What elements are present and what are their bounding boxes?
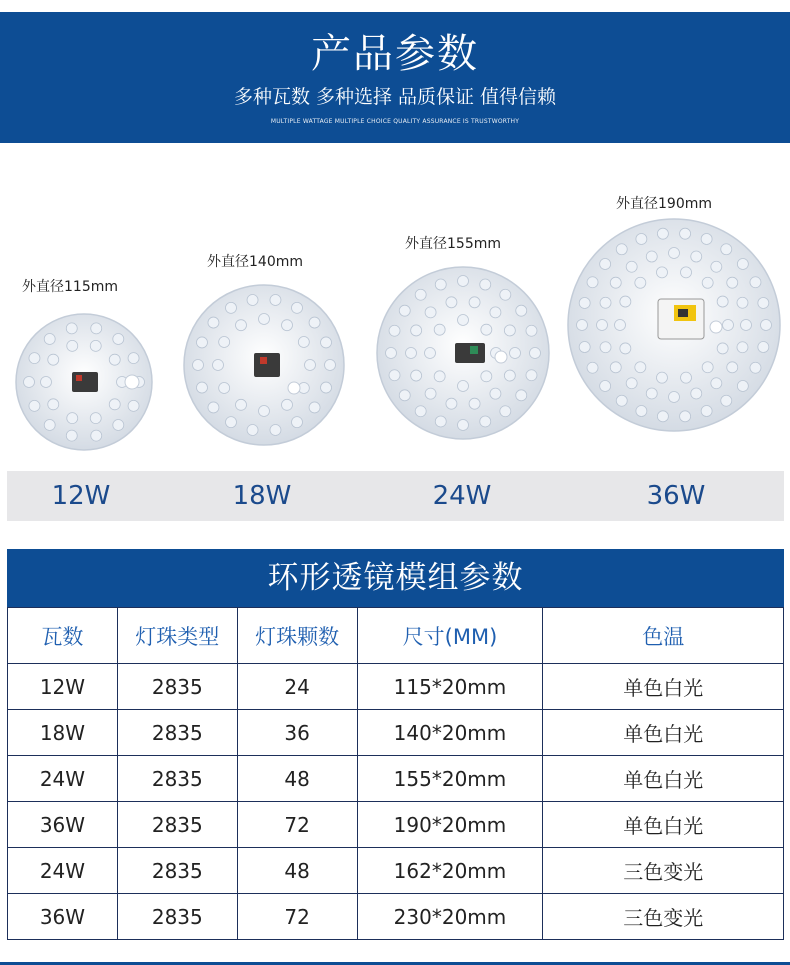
led-lens-dot bbox=[309, 317, 320, 328]
led-lens-dot bbox=[510, 348, 521, 359]
led-lens-dot bbox=[579, 342, 590, 353]
led-lens-dot bbox=[415, 289, 426, 300]
led-lens-dot bbox=[530, 348, 541, 359]
led-lens-dot bbox=[321, 337, 332, 348]
led-lens-dot bbox=[615, 320, 626, 331]
table-row bbox=[8, 802, 784, 848]
led-lens-dot bbox=[721, 395, 732, 406]
led-lens-dot bbox=[702, 277, 713, 288]
led-lens-dot bbox=[626, 378, 637, 389]
module-diameter-label: 外直径190mm bbox=[616, 196, 712, 212]
led-lens-dot bbox=[309, 402, 320, 413]
module-diameter-label: 外直径115mm bbox=[22, 279, 118, 295]
led-lens-dot bbox=[208, 402, 219, 413]
table-row bbox=[8, 894, 784, 940]
led-lens-dot bbox=[702, 362, 713, 373]
table-header-cell: 色温 bbox=[543, 608, 784, 664]
led-lens-dot bbox=[600, 381, 611, 392]
led-lens-dot bbox=[113, 333, 124, 344]
led-lens-dot bbox=[600, 297, 611, 308]
led-lens-dot bbox=[680, 411, 691, 422]
led-lens-dot bbox=[516, 390, 527, 401]
led-lens-dot bbox=[600, 342, 611, 353]
led-lens-dot bbox=[259, 406, 270, 417]
led-lens-dot bbox=[458, 315, 469, 326]
led-lens-dot bbox=[577, 320, 588, 331]
led-module-image bbox=[14, 312, 154, 452]
table-row bbox=[8, 756, 784, 802]
led-lens-dot bbox=[635, 277, 646, 288]
table-cell: 单色白光 bbox=[543, 664, 784, 710]
led-lens-dot bbox=[657, 411, 668, 422]
led-lens-dot bbox=[196, 337, 207, 348]
table-cell: 三色变光 bbox=[543, 894, 784, 940]
table-cell: 2835 bbox=[117, 802, 237, 848]
led-lens-dot bbox=[434, 324, 445, 335]
led-lens-dot bbox=[226, 417, 237, 428]
led-lens-dot bbox=[636, 233, 647, 244]
led-lens-dot bbox=[656, 267, 667, 278]
led-lens-dot bbox=[305, 360, 316, 371]
led-lens-dot bbox=[128, 353, 139, 364]
led-lens-dot bbox=[29, 400, 40, 411]
table-cell: 18W bbox=[8, 710, 118, 756]
led-lens-dot bbox=[481, 324, 492, 335]
led-lens-dot bbox=[458, 381, 469, 392]
module-12w bbox=[0, 260, 170, 460]
led-lens-dot bbox=[411, 325, 422, 336]
led-lens-dot bbox=[490, 307, 501, 318]
led-lens-dot bbox=[213, 360, 224, 371]
led-lens-dot bbox=[90, 340, 101, 351]
led-lens-dot bbox=[657, 228, 668, 239]
led-lens-dot bbox=[44, 420, 55, 431]
led-lens-dot bbox=[458, 420, 469, 431]
led-lens-dot bbox=[270, 424, 281, 435]
led-lens-dot bbox=[469, 398, 480, 409]
led-lens-dot bbox=[656, 372, 667, 383]
led-lens-dot bbox=[193, 360, 204, 371]
led-lens-dot bbox=[500, 406, 511, 417]
table-cell: 140*20mm bbox=[357, 710, 543, 756]
led-lens-dot bbox=[325, 360, 336, 371]
led-lens-dot bbox=[109, 399, 120, 410]
module-diameter-label: 外直径140mm bbox=[207, 254, 303, 270]
led-lens-dot bbox=[91, 323, 102, 334]
led-lens-dot bbox=[600, 258, 611, 269]
table-cell: 单色白光 bbox=[543, 756, 784, 802]
table-cell: 72 bbox=[237, 802, 357, 848]
led-lens-dot bbox=[587, 277, 598, 288]
table-cell: 36W bbox=[8, 894, 118, 940]
led-lens-dot bbox=[399, 390, 410, 401]
led-lens-dot bbox=[723, 320, 734, 331]
led-lens-dot bbox=[681, 372, 692, 383]
table-cell: 190*20mm bbox=[357, 802, 543, 848]
table-header-cell: 灯珠颗数 bbox=[237, 608, 357, 664]
led-lens-dot bbox=[259, 314, 270, 325]
led-lens-dot bbox=[458, 276, 469, 287]
led-lens-dot bbox=[425, 388, 436, 399]
led-lens-dot bbox=[620, 296, 631, 307]
led-lens-dot bbox=[48, 354, 59, 365]
led-lens-dot bbox=[44, 333, 55, 344]
led-lens-dot bbox=[24, 377, 35, 388]
led-lens-dot bbox=[415, 406, 426, 417]
led-module-image bbox=[375, 265, 551, 441]
led-lens-dot bbox=[646, 388, 657, 399]
led-lens-dot bbox=[701, 406, 712, 417]
banner-title: 产品参数 bbox=[311, 31, 479, 77]
led-lens-dot bbox=[597, 320, 608, 331]
led-lens-dot bbox=[737, 342, 748, 353]
wattage-label: 12W bbox=[51, 481, 111, 511]
led-lens-dot bbox=[750, 362, 761, 373]
led-lens-dot bbox=[298, 337, 309, 348]
led-lens-dot bbox=[411, 370, 422, 381]
table-cell: 115*20mm bbox=[357, 664, 543, 710]
product-params-banner bbox=[0, 12, 790, 143]
led-lens-dot bbox=[504, 325, 515, 336]
table-cell: 48 bbox=[237, 756, 357, 802]
led-lens-dot bbox=[292, 302, 303, 313]
led-lens-dot bbox=[292, 417, 303, 428]
led-lens-dot bbox=[399, 305, 410, 316]
led-lens-dot bbox=[616, 395, 627, 406]
led-lens-dot bbox=[321, 382, 332, 393]
led-lens-dot bbox=[469, 297, 480, 308]
led-lens-dot bbox=[616, 244, 627, 255]
led-lens-dot bbox=[761, 320, 772, 331]
table-row bbox=[8, 710, 784, 756]
table-cell: 162*20mm bbox=[357, 848, 543, 894]
led-module-image bbox=[566, 217, 782, 433]
led-lens-dot bbox=[446, 398, 457, 409]
led-lens-dot bbox=[91, 430, 102, 441]
led-lens-dot bbox=[481, 371, 492, 382]
led-lens-dot bbox=[67, 340, 78, 351]
table-cell: 12W bbox=[8, 664, 118, 710]
led-lens-dot bbox=[717, 296, 728, 307]
wattage-label: 36W bbox=[646, 481, 706, 511]
led-module-image bbox=[182, 283, 346, 447]
led-lens-dot bbox=[435, 416, 446, 427]
table-cell: 单色白光 bbox=[543, 802, 784, 848]
led-lens-dot bbox=[29, 353, 40, 364]
led-lens-dot bbox=[425, 307, 436, 318]
led-lens-dot bbox=[434, 371, 445, 382]
led-lens-dot bbox=[113, 420, 124, 431]
led-lens-dot bbox=[386, 348, 397, 359]
led-lens-dot bbox=[236, 399, 247, 410]
led-lens-dot bbox=[389, 325, 400, 336]
led-lens-dot bbox=[680, 228, 691, 239]
table-cell: 24W bbox=[8, 848, 118, 894]
led-lens-dot bbox=[691, 251, 702, 262]
led-lens-dot bbox=[741, 320, 752, 331]
led-lens-dot bbox=[701, 233, 712, 244]
led-lens-dot bbox=[681, 267, 692, 278]
params-table bbox=[7, 607, 784, 940]
banner-subtitle: 多种瓦数 多种选择 品质保证 值得信赖 bbox=[233, 86, 557, 108]
led-lens-dot bbox=[282, 399, 293, 410]
table-cell: 230*20mm bbox=[357, 894, 543, 940]
led-lens-dot bbox=[711, 378, 722, 389]
module-diameter-label: 外直径155mm bbox=[405, 236, 501, 252]
led-lens-dot bbox=[41, 377, 52, 388]
led-lens-dot bbox=[636, 406, 647, 417]
led-lens-dot bbox=[504, 370, 515, 381]
led-lens-dot bbox=[669, 392, 680, 403]
led-lens-dot bbox=[406, 348, 417, 359]
led-lens-dot bbox=[247, 424, 258, 435]
table-row bbox=[8, 848, 784, 894]
led-lens-dot bbox=[446, 297, 457, 308]
led-lens-dot bbox=[389, 370, 400, 381]
module-18w bbox=[175, 235, 355, 465]
table-header-cell: 尺寸(MM) bbox=[357, 608, 543, 664]
led-lens-dot bbox=[610, 277, 621, 288]
led-lens-dot bbox=[526, 325, 537, 336]
led-lens-dot bbox=[737, 297, 748, 308]
table-cell: 36 bbox=[237, 710, 357, 756]
led-lens-dot bbox=[128, 400, 139, 411]
wattage-label: 18W bbox=[232, 481, 292, 511]
table-title: 环形透镜模组参数 bbox=[7, 549, 784, 607]
params-table-section bbox=[7, 549, 784, 940]
led-lens-dot bbox=[721, 244, 732, 255]
led-lens-dot bbox=[435, 279, 446, 290]
led-lens-dot bbox=[208, 317, 219, 328]
led-lens-dot bbox=[587, 362, 598, 373]
module-24w bbox=[365, 215, 565, 460]
table-cell: 155*20mm bbox=[357, 756, 543, 802]
led-lens-dot bbox=[727, 362, 738, 373]
table-cell: 24W bbox=[8, 756, 118, 802]
table-cell: 24 bbox=[237, 664, 357, 710]
led-lens-dot bbox=[626, 261, 637, 272]
table-cell: 2835 bbox=[117, 710, 237, 756]
led-lens-dot bbox=[646, 251, 657, 262]
led-lens-dot bbox=[758, 342, 769, 353]
led-lens-dot bbox=[196, 382, 207, 393]
led-lens-dot bbox=[750, 277, 761, 288]
led-lens-dot bbox=[635, 362, 646, 373]
led-lens-dot bbox=[236, 320, 247, 331]
led-lens-dot bbox=[737, 381, 748, 392]
led-lens-dot bbox=[425, 348, 436, 359]
led-lens-dot bbox=[48, 399, 59, 410]
table-cell: 2835 bbox=[117, 848, 237, 894]
table-cell: 2835 bbox=[117, 664, 237, 710]
led-lens-dot bbox=[109, 354, 120, 365]
table-cell: 单色白光 bbox=[543, 710, 784, 756]
led-lens-dot bbox=[219, 337, 230, 348]
led-lens-dot bbox=[610, 362, 621, 373]
led-lens-dot bbox=[691, 388, 702, 399]
led-lens-dot bbox=[758, 297, 769, 308]
module-36w bbox=[560, 185, 790, 465]
led-lens-dot bbox=[90, 413, 101, 424]
table-cell: 72 bbox=[237, 894, 357, 940]
table-cell: 48 bbox=[237, 848, 357, 894]
led-lens-dot bbox=[226, 302, 237, 313]
led-lens-dot bbox=[66, 430, 77, 441]
table-cell: 36W bbox=[8, 802, 118, 848]
table-header-row bbox=[8, 608, 784, 664]
led-lens-dot bbox=[579, 297, 590, 308]
led-lens-dot bbox=[526, 370, 537, 381]
led-lens-dot bbox=[66, 323, 77, 334]
led-lens-dot bbox=[727, 277, 738, 288]
led-lens-dot bbox=[500, 289, 511, 300]
led-lens-dot bbox=[717, 343, 728, 354]
led-lens-dot bbox=[669, 248, 680, 259]
led-lens-dot bbox=[516, 305, 527, 316]
wattage-bar bbox=[7, 471, 784, 521]
led-lens-dot bbox=[737, 258, 748, 269]
led-lens-dot bbox=[620, 343, 631, 354]
table-cell: 2835 bbox=[117, 894, 237, 940]
banner-tagline: MULTIPLE WATTAGE MULTIPLE CHOICE QUALITY ASSURANCE IS TRUSTWORTHY bbox=[270, 118, 520, 125]
led-lens-dot bbox=[67, 413, 78, 424]
led-lens-dot bbox=[480, 416, 491, 427]
led-lens-dot bbox=[480, 279, 491, 290]
led-lens-dot bbox=[282, 320, 293, 331]
led-lens-dot bbox=[219, 383, 230, 394]
led-lens-dot bbox=[247, 295, 258, 306]
table-row bbox=[8, 664, 784, 710]
led-lens-dot bbox=[490, 388, 501, 399]
led-lens-dot bbox=[711, 261, 722, 272]
table-cell: 三色变光 bbox=[543, 848, 784, 894]
wattage-label: 24W bbox=[432, 481, 492, 511]
table-header-cell: 瓦数 bbox=[8, 608, 118, 664]
table-header-cell: 灯珠类型 bbox=[117, 608, 237, 664]
led-lens-dot bbox=[270, 295, 281, 306]
table-cell: 2835 bbox=[117, 756, 237, 802]
